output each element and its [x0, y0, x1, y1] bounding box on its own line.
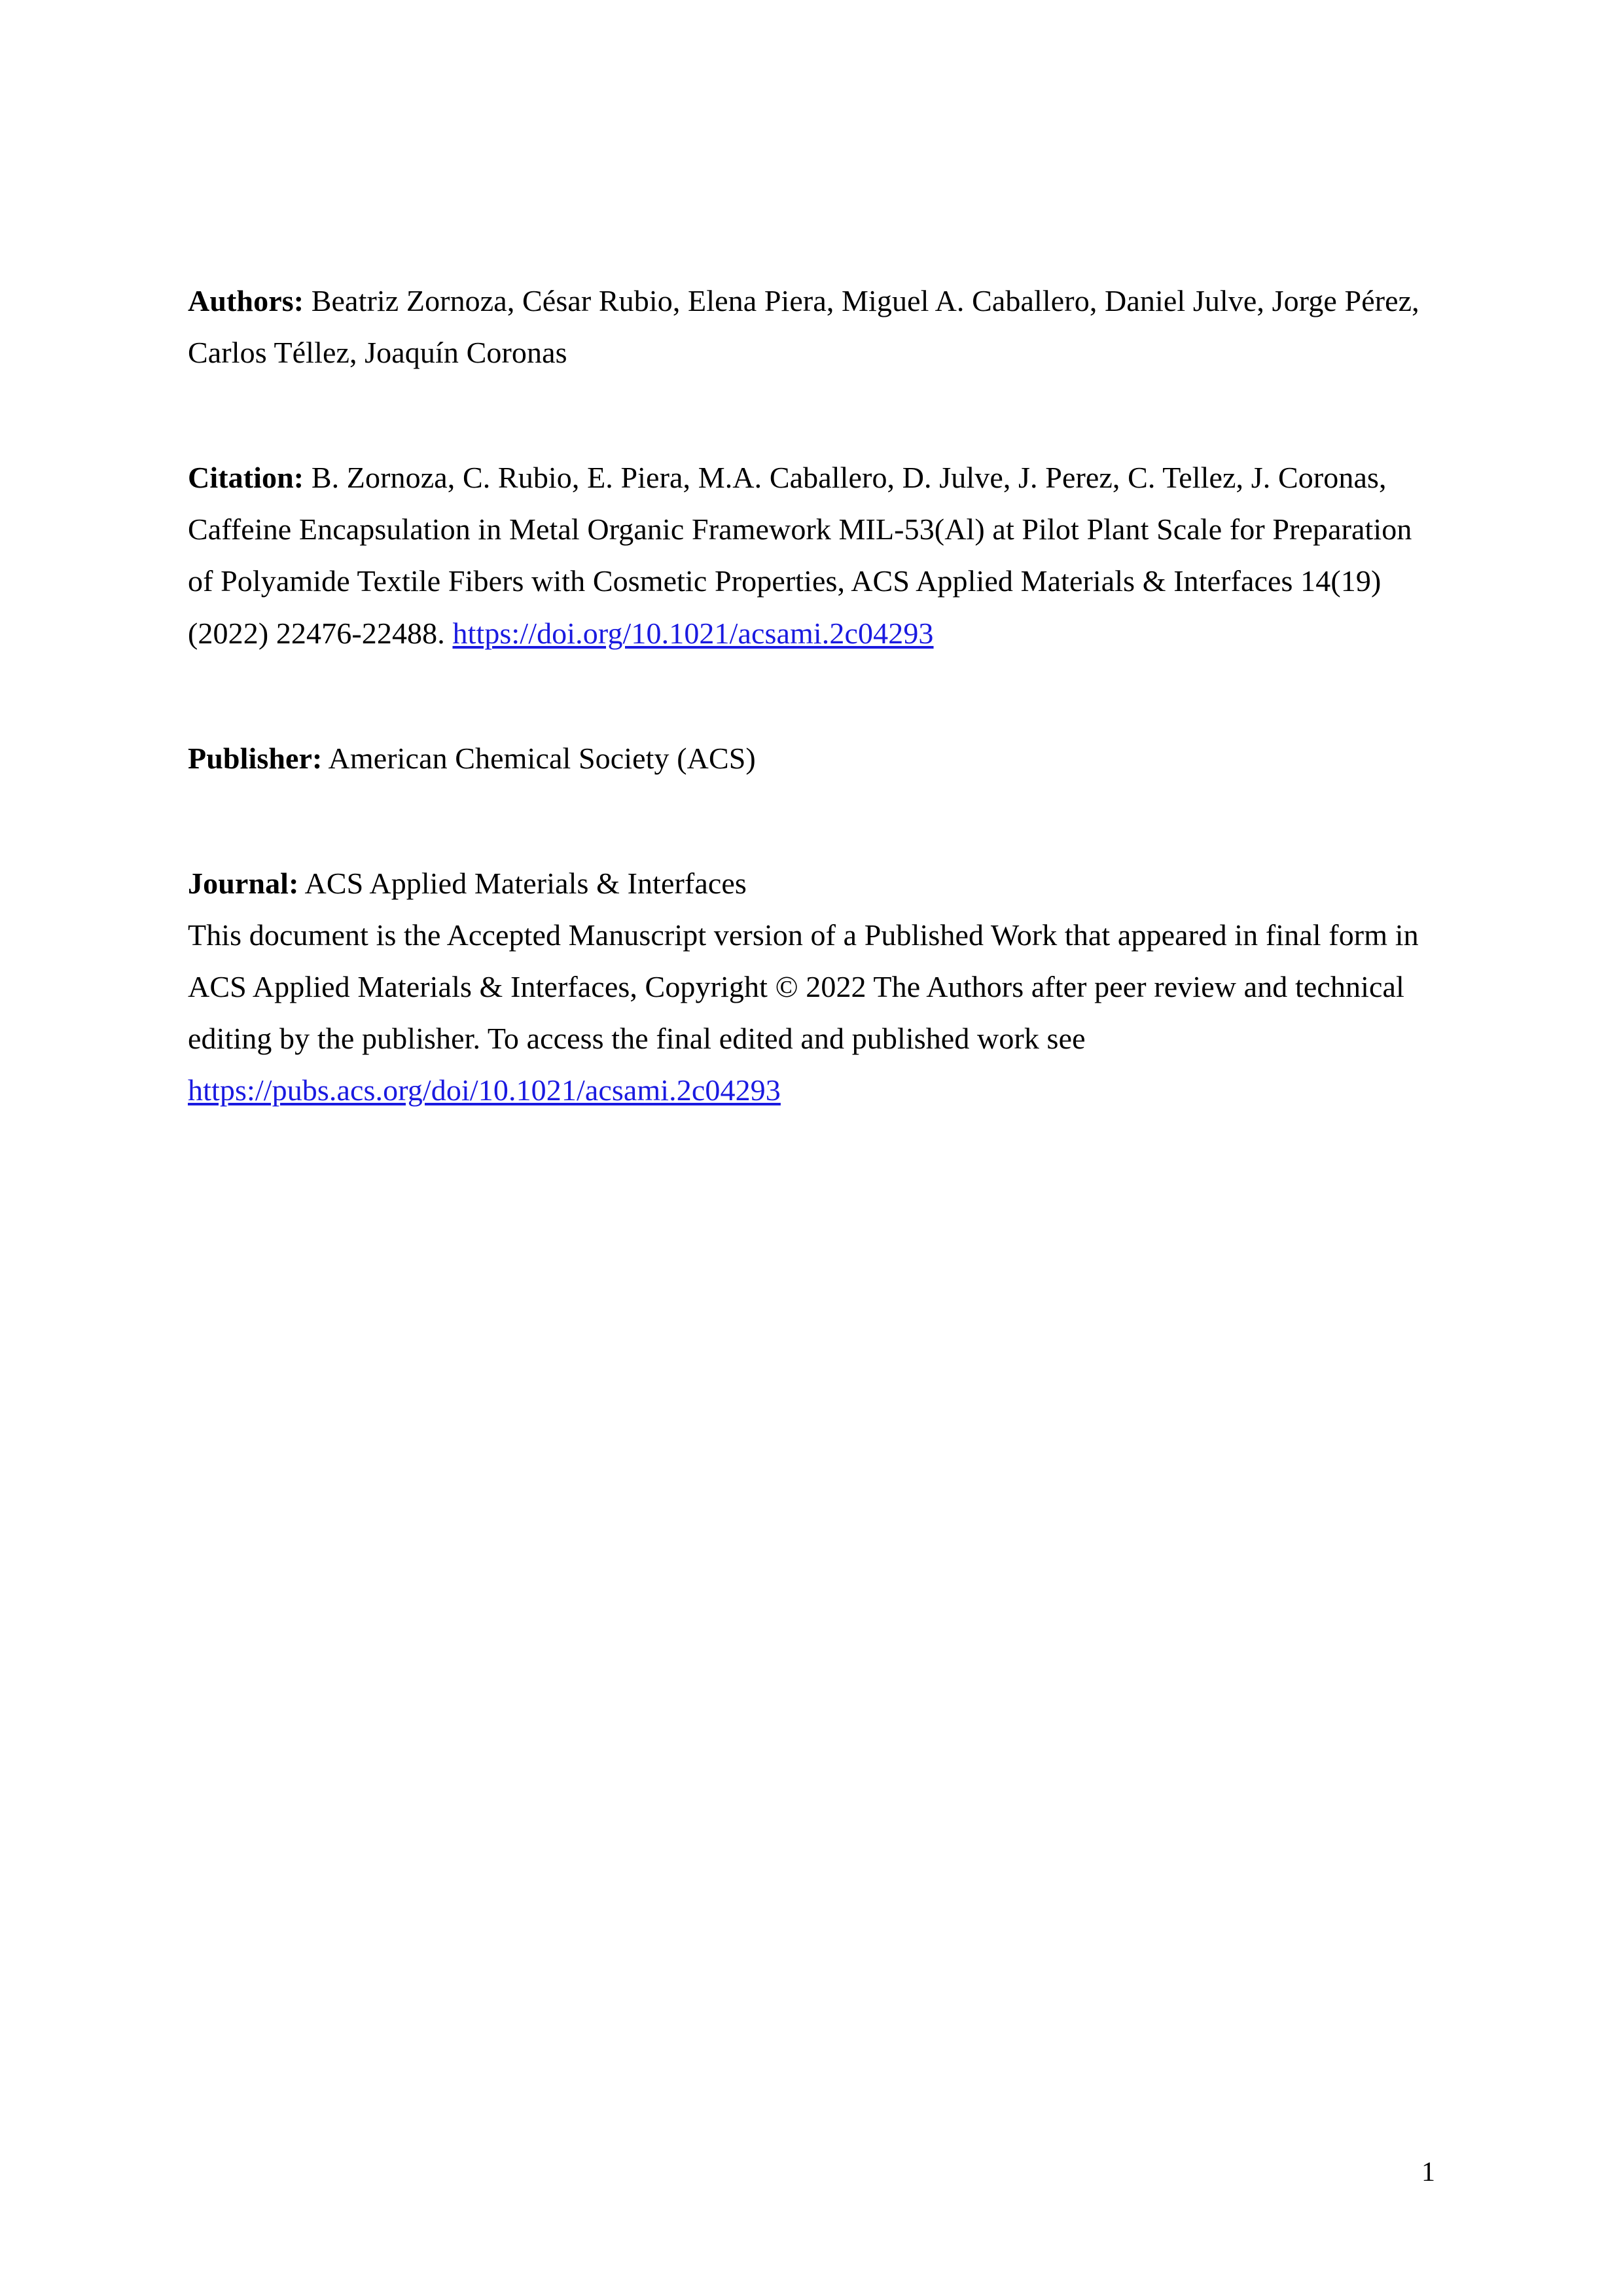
authors-list: Beatriz Zornoza, César Rubio, Elena Piera, Miguel A. Caballero, Daniel Julve, Jorge Pérez, Carlos Téllez, Joaquín Coronas — [188, 284, 1419, 370]
page-number: 1 — [1421, 2157, 1435, 2187]
published-work-link[interactable]: https://pubs.acs.org/doi/10.1021/acsami.2c04293 — [188, 1073, 781, 1107]
doi-link[interactable]: https://doi.org/10.1021/acsami.2c04293 — [452, 616, 934, 650]
journal-label: Journal: — [188, 866, 299, 900]
publisher-name: American Chemical Society (ACS) — [322, 741, 756, 775]
spacer-after-authors — [188, 378, 1431, 452]
publisher-label: Publisher: — [188, 741, 323, 775]
notice-text: This document is the Accepted Manuscript version of a Published Work that appeared in final form in ACS Applied Materials & Interfaces, Copyright © 2022 The Authors after peer review and technical editing by the publisher. To access the final edited and published work see — [188, 918, 1419, 1056]
spacer-after-citation — [188, 659, 1431, 732]
citation-paragraph — [188, 452, 1431, 658]
published-work-link-paragraph — [188, 1064, 1431, 1116]
journal-paragraph — [188, 857, 1431, 909]
publisher-paragraph — [188, 732, 1431, 784]
journal-block — [188, 857, 1431, 1117]
citation-text: B. Zornoza, C. Rubio, E. Piera, M.A. Caballero, D. Julve, J. Perez, C. Tellez, J. Coronas, Caffeine Encapsulation in Metal Organic Framework MIL-53(Al) at Pilot Plant Scale for Preparation of Polyamide Textile Fibers with Cosmetic Properties, ACS Applied Materials & Interfaces 14(19) (2022) 22476-22488. — [188, 461, 1412, 650]
authors-label: Authors: — [188, 284, 304, 317]
accepted-manuscript-notice — [188, 909, 1431, 1064]
document-body — [188, 275, 1431, 1116]
spacer-after-publisher — [188, 784, 1431, 857]
citation-label: Citation: — [188, 461, 304, 495]
journal-name: ACS Applied Materials & Interfaces — [298, 866, 747, 900]
authors-paragraph — [188, 275, 1431, 378]
